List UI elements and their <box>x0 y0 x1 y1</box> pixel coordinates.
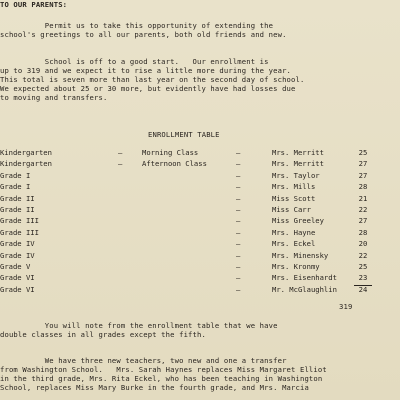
paragraph-line: School, replaces Miss Mary Burke in the fourth grade, and Mrs. Marcia <box>0 383 309 392</box>
count-cell: 27 <box>358 216 368 226</box>
session-cell: Afternoon Class <box>142 159 207 169</box>
paragraph-line: up to 319 and we expect it to rise a little more during the year. <box>0 66 292 75</box>
count-cell: 25 <box>358 262 368 271</box>
grade-cell: Grade I <box>0 182 31 192</box>
teacher-cell: Mrs. Merritt <box>272 159 324 169</box>
dash-cell: – <box>118 148 123 157</box>
dash-cell: – <box>236 284 241 294</box>
dash-cell: – <box>118 159 123 169</box>
teacher-cell: Mrs. Eisenhardt <box>272 273 337 283</box>
dash-cell: – <box>236 216 241 226</box>
grade-cell: Grade VI <box>0 284 35 294</box>
teacher-cell: Miss Scott <box>272 193 316 203</box>
paragraph-line: in the third grade, Mrs. Rita Eckel, who has been teaching in Washington <box>0 374 323 383</box>
dash-cell: – <box>236 262 241 271</box>
teacher-cell: Mrs. Merritt <box>272 148 324 157</box>
count-cell: 22 <box>358 250 368 260</box>
dash-cell: – <box>236 182 241 192</box>
paragraph-line: from Washington School. Mrs. Sarah Haynes replaces Miss Margaret Elliot <box>0 365 327 374</box>
count-cell: 25 <box>358 148 368 157</box>
enrollment-total: 319 <box>339 302 353 311</box>
teacher-cell: Mr. McGlaughlin <box>272 284 337 294</box>
dash-cell: – <box>236 159 241 169</box>
count-cell: 22 <box>358 205 368 214</box>
grade-cell: Grade III <box>0 227 39 237</box>
grade-cell: Grade II <box>0 193 35 203</box>
grade-cell: Kindergarten <box>0 159 52 169</box>
count-cell: 28 <box>358 227 368 237</box>
grade-cell: Kindergarten <box>0 148 52 157</box>
count-cell: 28 <box>358 182 368 192</box>
grade-cell: Grade III <box>0 216 39 226</box>
grade-cell: Grade II <box>0 205 35 214</box>
dash-cell: – <box>236 205 241 214</box>
teacher-cell: Mrs. Hayne <box>272 227 316 237</box>
paragraph-line: We have three new teachers, two new and one a transfer <box>0 356 287 365</box>
dash-cell: – <box>236 250 241 260</box>
dash-cell: – <box>236 193 241 203</box>
grade-cell: Grade I <box>0 170 31 180</box>
count-cell: 23 <box>358 273 368 283</box>
dash-cell: – <box>236 227 241 237</box>
session-cell: Morning Class <box>142 148 199 157</box>
teacher-cell: Mrs. Kronmy <box>272 262 320 271</box>
count-cell: 27 <box>358 170 368 180</box>
paragraph-line: School is off to a good start. Our enrollment is <box>0 57 269 66</box>
paragraph-line: Permit us to take this opportunity of extending the <box>0 21 274 30</box>
grade-cell: Grade V <box>0 262 31 271</box>
paragraph-line: We expected about 25 or 30 more, but evidently have had losses due <box>0 84 296 93</box>
count-cell: 20 <box>358 239 368 249</box>
paragraph-line: This total is seven more than last year on the second day of school. <box>0 75 305 84</box>
teacher-cell: Miss Greeley <box>272 216 324 226</box>
total-underline <box>354 285 372 286</box>
teacher-cell: Mrs. Mills <box>272 182 316 192</box>
dash-cell: – <box>236 170 241 180</box>
grade-cell: Grade IV <box>0 239 35 249</box>
paragraph-line: double classes in all grades except the fifth. <box>0 330 206 339</box>
salutation: TO OUR PARENTS: <box>0 0 68 9</box>
grade-cell: Grade IV <box>0 250 35 260</box>
count-cell: 21 <box>358 193 368 203</box>
dash-cell: – <box>236 273 241 283</box>
teacher-cell: Mrs. Taylor <box>272 170 320 180</box>
paragraph-line: school's greetings to all our parents, both old friends and new. <box>0 30 287 39</box>
paragraph-line: to moving and transfers. <box>0 93 108 102</box>
count-cell: 27 <box>358 159 368 169</box>
dash-cell: – <box>236 239 241 249</box>
teacher-cell: Mrs. Eckel <box>272 239 316 249</box>
table-title: ENROLLMENT TABLE <box>148 130 220 139</box>
teacher-cell: Miss Carr <box>272 205 311 214</box>
teacher-cell: Mrs. Minensky <box>272 250 329 260</box>
dash-cell: – <box>236 148 241 157</box>
count-cell: 24 <box>358 284 368 294</box>
grade-cell: Grade VI <box>0 273 35 283</box>
paragraph-line: You will note from the enrollment table that we have <box>0 321 278 330</box>
